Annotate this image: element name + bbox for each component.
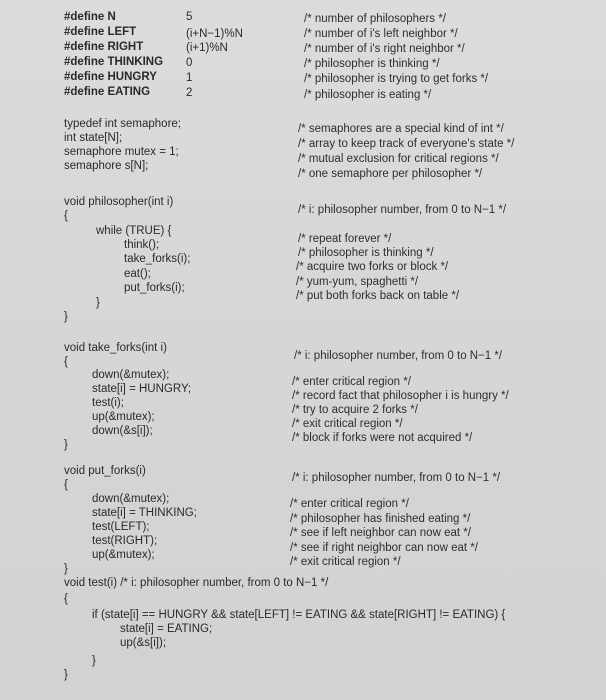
define-value: 1 bbox=[186, 72, 193, 84]
close-brace: } bbox=[64, 311, 68, 323]
body-code: up(&mutex); bbox=[92, 411, 155, 423]
while-statement: while (TRUE) { bbox=[96, 225, 172, 237]
body-code: take_forks(i); bbox=[124, 253, 191, 265]
function-signature: void take_forks(int i) bbox=[64, 342, 167, 354]
body-code: eat(); bbox=[124, 268, 151, 280]
if-statement: if (state[i] == HUNGRY && state[LEFT] != EATING && state[RIGHT] != EATING) { bbox=[92, 609, 506, 621]
decl-comment: /* one semaphore per philosopher */ bbox=[298, 168, 483, 180]
define-value: 2 bbox=[186, 87, 193, 99]
body-code: test(RIGHT); bbox=[92, 535, 158, 547]
define-name: #define RIGHT bbox=[64, 41, 144, 53]
define-value: (i+N−1)%N bbox=[186, 28, 243, 40]
body-comment: /* block if forks were not acquired */ bbox=[292, 432, 473, 444]
body-comment: /* exit critical region */ bbox=[290, 556, 401, 568]
define-comment: /* number of philosophers */ bbox=[304, 13, 446, 25]
body-code: state[i] = EATING; bbox=[120, 623, 213, 635]
body-comment: /* exit critical region */ bbox=[292, 418, 403, 430]
body-code: down(&s[i]); bbox=[92, 425, 153, 437]
body-code: put_forks(i); bbox=[124, 282, 185, 294]
define-comment: /* philosopher is thinking */ bbox=[304, 58, 440, 70]
decl-code: typedef int semaphore; bbox=[64, 118, 181, 130]
open-brace: { bbox=[64, 210, 68, 222]
body-comment: /* acquire two forks or block */ bbox=[296, 261, 449, 273]
body-code: up(&mutex); bbox=[92, 549, 155, 561]
define-value: 5 bbox=[186, 11, 193, 23]
define-name: #define HUNGRY bbox=[64, 71, 157, 83]
body-comment: /* record fact that philosopher i is hungry */ bbox=[292, 390, 509, 402]
close-brace: } bbox=[64, 669, 68, 681]
open-brace: { bbox=[64, 479, 68, 491]
define-name: #define LEFT bbox=[64, 26, 137, 38]
body-comment: /* try to acquire 2 forks */ bbox=[292, 404, 418, 416]
body-code: test(LEFT); bbox=[92, 521, 150, 533]
body-comment: /* enter critical region */ bbox=[292, 376, 411, 388]
decl-comment: /* array to keep track of everyone's state */ bbox=[298, 138, 515, 150]
define-value: 0 bbox=[186, 57, 193, 69]
define-name: #define THINKING bbox=[64, 56, 164, 68]
signature-comment: /* i: philosopher number, from 0 to N−1 */ bbox=[298, 204, 507, 216]
body-comment: /* enter critical region */ bbox=[290, 498, 409, 510]
body-comment: /* put both forks back on table */ bbox=[296, 290, 460, 302]
body-code: state[i] = HUNGRY; bbox=[92, 383, 192, 395]
body-comment: /* philosopher has finished eating */ bbox=[290, 513, 471, 525]
body-code: state[i] = THINKING; bbox=[92, 507, 197, 519]
define-comment: /* philosopher is trying to get forks */ bbox=[304, 73, 489, 85]
body-code: think(); bbox=[124, 239, 160, 251]
decl-code: int state[N]; bbox=[64, 132, 123, 144]
signature-comment: /* i: philosopher number, from 0 to N−1 */ bbox=[292, 472, 501, 484]
body-code: down(&mutex); bbox=[92, 369, 170, 381]
function-signature: void test(i) /* i: philosopher number, from 0 to N−1 */ bbox=[64, 577, 329, 589]
body-code: down(&mutex); bbox=[92, 493, 170, 505]
define-name: #define N bbox=[64, 11, 116, 23]
close-brace: } bbox=[64, 439, 68, 451]
close-brace: } bbox=[92, 655, 96, 667]
body-comment: /* see if right neighbor can now eat */ bbox=[290, 542, 478, 554]
define-comment: /* number of i's left neighbor */ bbox=[304, 28, 458, 40]
decl-code: semaphore s[N]; bbox=[64, 160, 149, 172]
decl-comment: /* mutual exclusion for critical regions */ bbox=[298, 153, 499, 165]
function-signature: void put_forks(i) bbox=[64, 465, 146, 477]
function-signature: void philosopher(int i) bbox=[64, 196, 174, 208]
define-comment: /* number of i's right neighbor */ bbox=[304, 43, 465, 55]
define-comment: /* philosopher is eating */ bbox=[304, 89, 432, 101]
close-brace: } bbox=[96, 297, 100, 309]
open-brace: { bbox=[64, 356, 68, 368]
body-code: test(i); bbox=[92, 397, 124, 409]
body-comment: /* see if left neighbor can now eat */ bbox=[290, 527, 471, 539]
open-brace: { bbox=[64, 593, 68, 605]
body-code: up(&s[i]); bbox=[120, 637, 167, 649]
define-value: (i+1)%N bbox=[186, 42, 228, 54]
define-name: #define EATING bbox=[64, 86, 151, 98]
decl-code: semaphore mutex = 1; bbox=[64, 146, 179, 158]
decl-comment: /* semaphores are a special kind of int */ bbox=[298, 123, 504, 135]
body-comment: /* yum-yum, spaghetti */ bbox=[296, 276, 419, 288]
body-comment: /* philosopher is thinking */ bbox=[298, 247, 434, 259]
close-brace: } bbox=[64, 563, 68, 575]
signature-comment: /* i: philosopher number, from 0 to N−1 */ bbox=[294, 350, 503, 362]
body-comment: /* repeat forever */ bbox=[298, 233, 392, 245]
